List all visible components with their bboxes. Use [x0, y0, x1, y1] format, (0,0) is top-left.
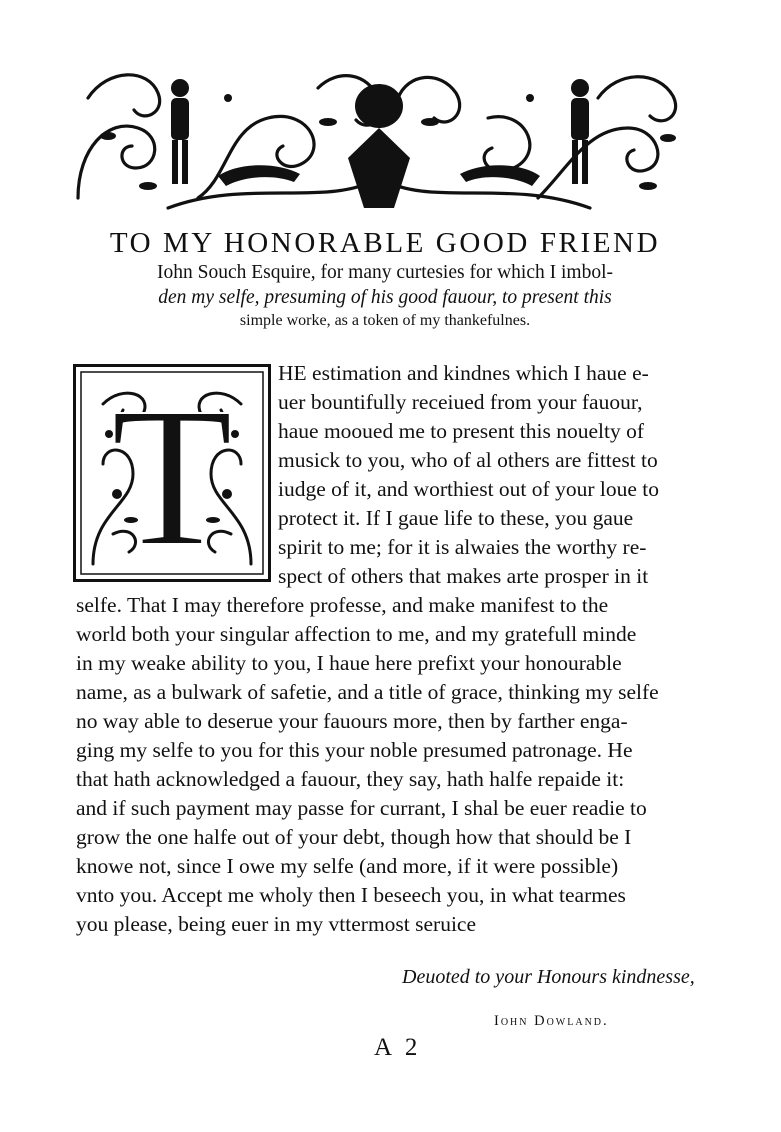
body-line: iudge of it, and worthiest out of your loue to: [278, 477, 659, 501]
body-line: selfe. That I may therefore professe, and make manifest to the: [76, 593, 609, 617]
dedication-subtitle-line-2: den my selfe, presuming of his good fauour, to present this: [158, 287, 612, 308]
body-line: spirit to me; for it is alwaies the worthy re-: [278, 535, 647, 559]
dedication-title: TO MY HONORABLE GOOD FRIEND: [109, 227, 661, 259]
body-line: that hath acknowledged a fauour, they say, hath halfe repaide it:: [76, 767, 625, 791]
body-line: spect of others that makes arte prosper in it: [278, 564, 649, 588]
body-line: haue mooued me to present this nouelty of: [278, 419, 645, 443]
ornamental-headpiece: [68, 58, 690, 216]
body-line: in my weake ability to you, I haue here prefixt your honourable: [76, 651, 622, 675]
body-line: and if such payment may passe for currant, I shal be euer readie to: [76, 796, 647, 820]
signature-mark: A 2: [374, 1034, 422, 1061]
initial-letter: T: [110, 367, 234, 582]
dedication-subtitle-line-1: Iohn Souch Esquire, for many curtesies for which I imbol-: [157, 262, 613, 283]
body-line: you please, being euer in my vttermost seruice: [76, 912, 477, 936]
decorated-initial-t: [73, 364, 271, 582]
body-line: HE estimation and kindnes which I haue e-: [278, 361, 649, 385]
body-line: protect it. If I gaue life to these, you gaue: [278, 506, 634, 530]
signoff: Deuoted to your Honours kindnesse,: [402, 966, 695, 988]
body-line: no way able to deserue your fauours more, then by farther enga-: [76, 709, 628, 733]
dedication-heading: [70, 226, 700, 332]
body-line: world both your singular affection to me, and my gratefull minde: [76, 622, 637, 646]
body-line: vnto you. Accept me wholy then I beseech you, in what tearmes: [76, 883, 626, 907]
body-line: grow the one halfe out of your debt, though how that should be I: [76, 825, 632, 849]
dedication-subtitle-line-3: simple worke, as a token of my thankefulnes.: [239, 312, 531, 329]
body-line: ging my selfe to you for this your noble presumed patronage. He: [76, 738, 633, 762]
author-name: Iohn Dowland.: [494, 1013, 609, 1029]
body-line: name, as a bulwark of safetie, and a title of grace, thinking my selfe: [76, 680, 659, 704]
body-line: uer bountifully receiued from your fauour,: [278, 390, 643, 414]
body-line: musick to you, who of al others are fittest to: [278, 448, 658, 472]
body-line: knowe not, since I owe my selfe (and more, if it were possible): [76, 854, 619, 878]
